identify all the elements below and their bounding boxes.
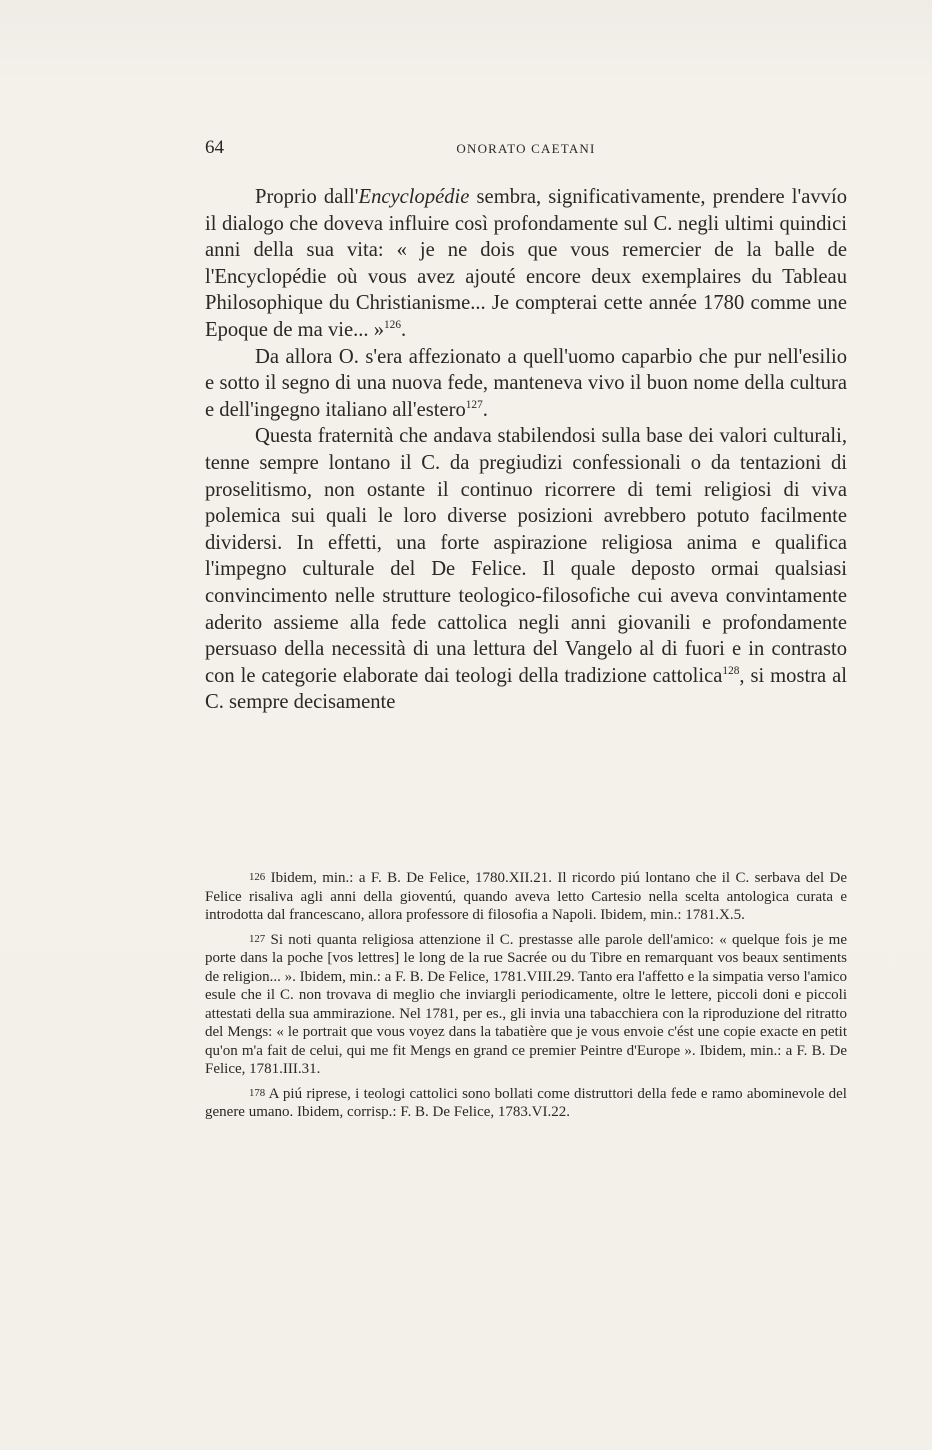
paragraph-1: Proprio dall'Encyclopédie sembra, significativamente, prendere l'avvío il dialogo che doveva influire così profondamente sul C. negli ultimi quindici anni della sua vita: « je ne dois que vous remercier de la balle de l'Encyclopédie où vous avez ajouté encore deux exemplaires du Tableau Philosophique du Christianisme... Je compterai cette année 1780 comme une Epoque de ma vie... »$^{126}$.	[205, 186, 847, 341]
paragraph-3: Questa fraternità che andava stabilendosi sulla base dei valori culturali, tenne sempre lontano il C. da pregiudizi confessionali o da tentazioni di proselitismo, non ostante il continuo ricorrere di temi religiosi di viva polemica sui quali le loro diverse posizioni avrebbero potuto facilmente dividersi. In effetti, una forte aspirazione religiosa anima e qualifica l'impegno culturale del De Felice. Il quale deposto ormai qualsiasi convincimento nelle strutture teologico-filosofiche cui aveva convintamente aderito assieme alla fede cattolica negli anni giovanili e profondamente persuaso della necessità di una lettura del Vangelo al di fuori e in contrasto con le categorie elaborate dai teologi della tradizione cattolica$^{128}$, si mostra al C. sempre decisamente	[205, 425, 847, 714]
footnote-126: 126 Ibidem, min.: a F. B. De Felice, 1780.XII.21. Il ricordo piú lontano che il C. serbava del De Felice risaliva agli anni della gioventú, quando aveva letto Cartesio nella scelta antologica curata e introdotta dal francescano, allora professore di filosofia a Napoli. Ibidem, min.: 1781.X.5.	[205, 870, 848, 923]
footnotes	[205, 868, 847, 1127]
footnote-number: 127	[249, 932, 266, 945]
encyclopedie-title: Encyclopédie	[358, 186, 470, 208]
running-head: ONORATO CAETANI	[456, 141, 596, 156]
footnote-ref-126: 126	[384, 319, 401, 332]
page-number: 64	[205, 137, 224, 158]
page-header	[205, 137, 847, 159]
paragraph-2: Da allora O. s'era affezionato a quell'uomo caparbio che pur nell'esilio e sotto il segno di una nuova fede, manteneva vivo il buon nome della cultura e dell'ingegno italiano all'estero$^{127}$.	[205, 345, 847, 421]
main-text	[205, 184, 847, 716]
footnote-ref-127: 127	[465, 398, 483, 411]
footnote-178: 178 A piú riprese, i teologi cattolici sono bollati come distruttori della fede e ramo abominevole del genere umano. Ibidem, corrisp.: F. B. De Felice, 1783.VI.22.	[205, 1085, 847, 1120]
footnote-ref-128: 128	[722, 664, 740, 677]
footnote-127: 127 Si noti quanta religiosa attenzione il C. prestasse alle parole dell'amico: « quelque fois je me porte dans la poche [vos lettres] le long de la rue Sacrée ou du Tibre en remarquant vos beaux sentiments de religion... ». Ibidem, min.: a F. B. De Felice, 1781.VIII.29. Tanto era l'affetto e la simpatia verso l'amico esule che il C. non trovava di meglio che inviargli periodicamente, oltre le lettere, piccoli doni e piccoli attestati della sua ammirazione. Nel 1781, per es., gli invia una tabacchiera con la riproduzione del ritratto del Mengs: « le portrait que vous voyez dans la tabatière que je vous envoie c'ést une copie exacte en petit qu'on m'a fait de celui, qui me fit Mengs en grand ce premier Peintre d'Europe ». Ibidem, min.: a F. B. De Felice, 1781.III.31.	[205, 931, 848, 1077]
footnote-number: 178	[249, 1086, 266, 1099]
footnote-number: 126	[249, 871, 266, 883]
